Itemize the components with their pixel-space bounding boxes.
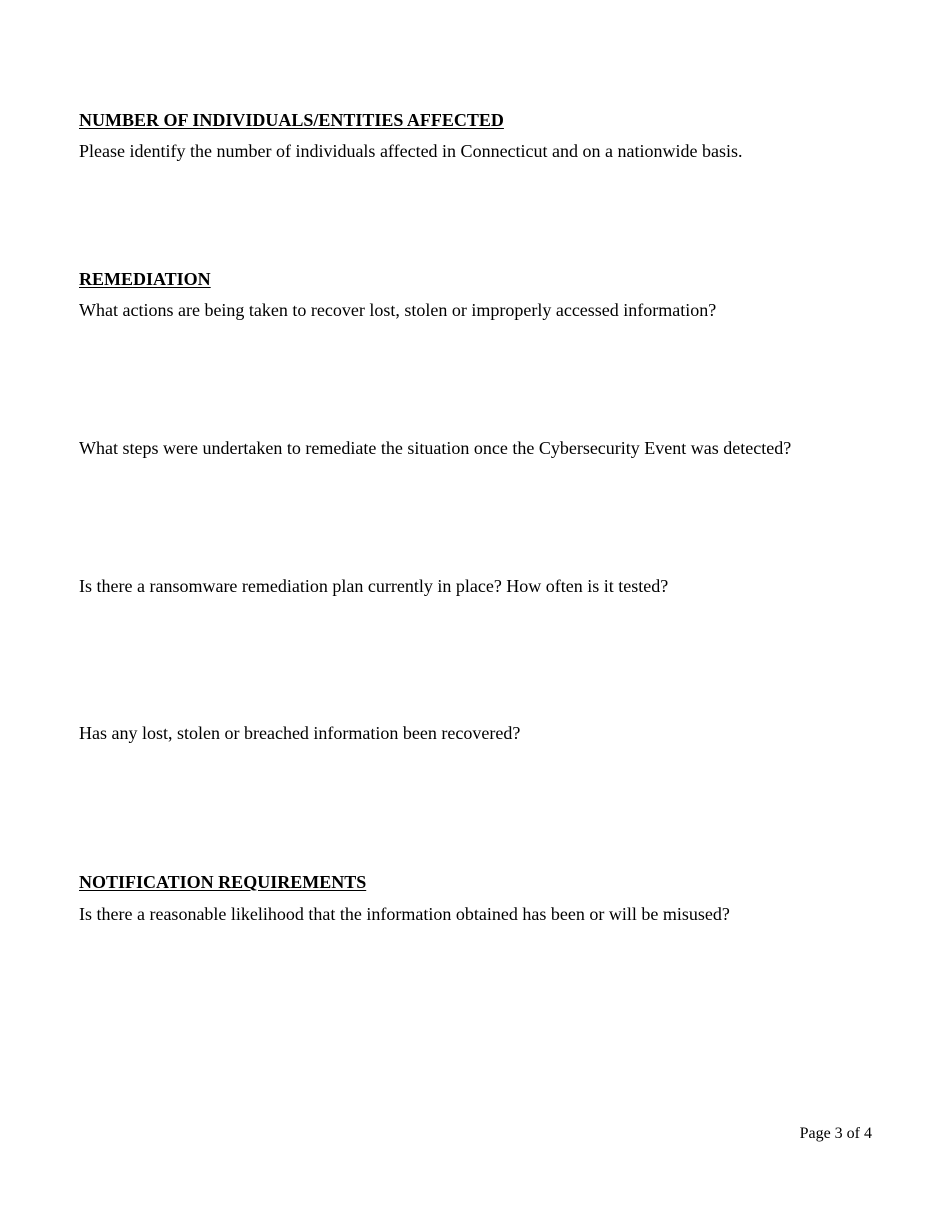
section-heading-individuals-affected: NUMBER OF INDIVIDUALS/ENTITIES AFFECTED (79, 110, 504, 130)
question-misuse-likelihood: Is there a reasonable likelihood that the information obtained has been or will be misused? (79, 904, 730, 924)
section-heading-notification-requirements: NOTIFICATION REQUIREMENTS (79, 872, 367, 892)
section-heading-remediation: REMEDIATION (79, 269, 211, 289)
page-number: Page 3 of 4 (799, 1125, 872, 1142)
question-information-recovered: Has any lost, stolen or breached information been recovered? (79, 723, 521, 743)
question-remediation-steps: What steps were undertaken to remediate the situation once the Cybersecurity Event was detected? (79, 438, 792, 458)
question-number-affected: Please identify the number of individuals affected in Connecticut and on a nationwide basis. (79, 141, 743, 161)
question-recovery-actions: What actions are being taken to recover lost, stolen or improperly accessed information? (79, 300, 717, 320)
question-ransomware-plan: Is there a ransomware remediation plan currently in place? How often is it tested? (79, 576, 669, 596)
